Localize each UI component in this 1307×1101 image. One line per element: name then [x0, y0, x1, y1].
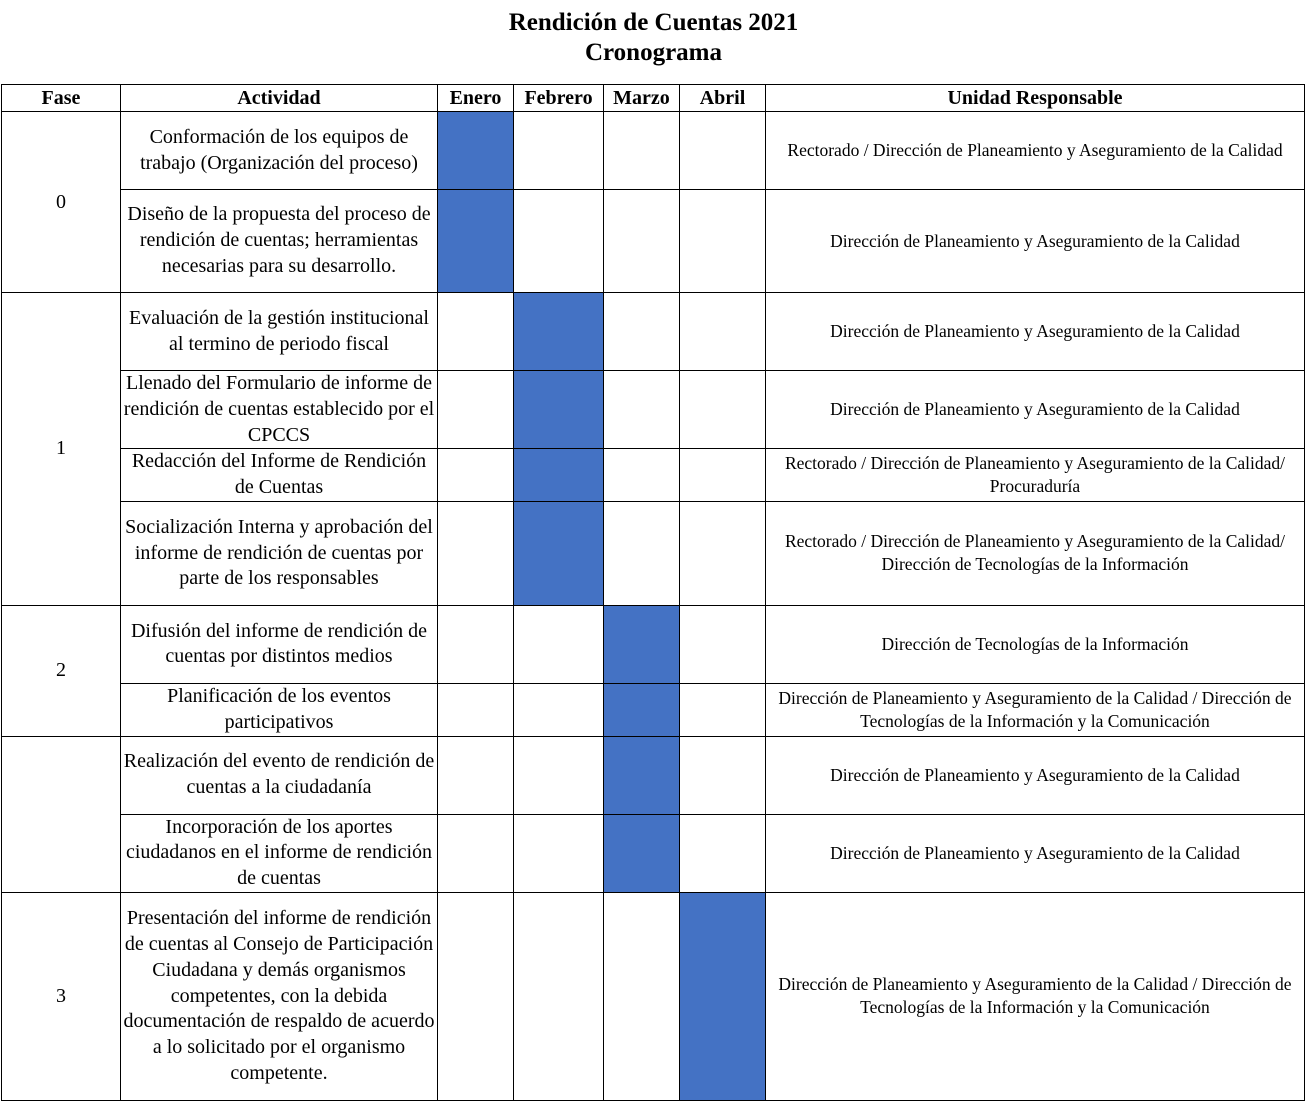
month-cell: [680, 371, 766, 449]
schedule-table: [1, 84, 1305, 1101]
scheduled-month-cell: [514, 293, 604, 371]
month-cell: [514, 814, 604, 892]
table-row: [2, 605, 1305, 683]
table-row: [2, 892, 1305, 1100]
month-cell: [604, 190, 680, 293]
month-cell: [438, 449, 514, 502]
activity-cell: Planificación de los eventos participativos: [121, 683, 438, 736]
table-row: [2, 112, 1305, 190]
activity-cell: Presentación del informe de rendición de cuentas al Consejo de Participación Ciudadana y demás organismos competentes, con la debida documentación de respaldo de acuerdo a lo solicitado por el organismo competente.: [121, 892, 438, 1100]
month-cell: [514, 605, 604, 683]
phase-cell: 3: [2, 892, 121, 1100]
scheduled-month-cell: [438, 190, 514, 293]
month-cell: [680, 190, 766, 293]
scheduled-month-cell: [604, 814, 680, 892]
activity-cell: Realización del evento de rendición de cuentas a la ciudadanía: [121, 736, 438, 814]
table-row: [2, 683, 1305, 736]
unit-cell: Dirección de Planeamiento y Aseguramiento de la Calidad: [766, 190, 1305, 293]
unit-cell: Dirección de Planeamiento y Aseguramiento de la Calidad: [766, 371, 1305, 449]
month-cell: [438, 814, 514, 892]
table-row: [2, 814, 1305, 892]
unit-cell: Dirección de Planeamiento y Aseguramiento de la Calidad: [766, 293, 1305, 371]
table-row: [2, 736, 1305, 814]
month-cell: [680, 449, 766, 502]
scheduled-month-cell: [604, 683, 680, 736]
scheduled-month-cell: [514, 371, 604, 449]
activity-cell: Evaluación de la gestión institucional al termino de periodo fiscal: [121, 293, 438, 371]
table-row: [2, 293, 1305, 371]
unit-cell: Rectorado / Dirección de Planeamiento y Aseguramiento de la Calidad/ Dirección de Tecnologías de la Información: [766, 501, 1305, 605]
header-unidad: Unidad Responsable: [766, 85, 1305, 112]
document-title: Rendición de Cuentas 2021: [508, 9, 799, 36]
table-row: [2, 190, 1305, 293]
month-cell: [438, 371, 514, 449]
month-cell: [604, 892, 680, 1100]
scheduled-month-cell: [604, 605, 680, 683]
table-row: [2, 501, 1305, 605]
header-month-enero: Enero: [438, 85, 514, 112]
month-cell: [438, 501, 514, 605]
month-cell: [514, 683, 604, 736]
unit-cell: Rectorado / Dirección de Planeamiento y Aseguramiento de la Calidad/ Procuraduría: [766, 449, 1305, 502]
month-cell: [604, 293, 680, 371]
phase-cell: 2: [2, 605, 121, 736]
header-month-abril: Abril: [680, 85, 766, 112]
unit-cell: Rectorado / Dirección de Planeamiento y Aseguramiento de la Calidad: [766, 112, 1305, 190]
month-cell: [604, 371, 680, 449]
table-row: [2, 449, 1305, 502]
scheduled-month-cell: [514, 501, 604, 605]
month-cell: [604, 449, 680, 502]
phase-cell: [2, 736, 121, 892]
scheduled-month-cell: [514, 449, 604, 502]
scheduled-month-cell: [604, 736, 680, 814]
activity-cell: Incorporación de los aportes ciudadanos en el informe de rendición de cuentas: [121, 814, 438, 892]
month-cell: [680, 605, 766, 683]
header-month-marzo: Marzo: [604, 85, 680, 112]
month-cell: [438, 683, 514, 736]
table-row: [2, 371, 1305, 449]
activity-cell: Difusión del informe de rendición de cuentas por distintos medios: [121, 605, 438, 683]
month-cell: [604, 501, 680, 605]
activity-cell: Redacción del Informe de Rendición de Cuentas: [121, 449, 438, 502]
unit-cell: Dirección de Planeamiento y Aseguramiento de la Calidad: [766, 736, 1305, 814]
activity-cell: Llenado del Formulario de informe de rendición de cuentas establecido por el CPCCS: [121, 371, 438, 449]
header-actividad: Actividad: [121, 85, 438, 112]
month-cell: [438, 605, 514, 683]
month-cell: [604, 112, 680, 190]
activity-cell: Socialización Interna y aprobación del informe de rendición de cuentas por parte de los responsables: [121, 501, 438, 605]
month-cell: [680, 112, 766, 190]
month-cell: [438, 892, 514, 1100]
scheduled-month-cell: [438, 112, 514, 190]
month-cell: [680, 293, 766, 371]
month-cell: [514, 112, 604, 190]
month-cell: [514, 190, 604, 293]
unit-cell: Dirección de Planeamiento y Aseguramiento de la Calidad / Dirección de Tecnologías de la Información y la Comunicación: [766, 892, 1305, 1100]
unit-cell: Dirección de Planeamiento y Aseguramiento de la Calidad / Dirección de Tecnologías de la Información y la Comunicación: [766, 683, 1305, 736]
header-row: [2, 85, 1305, 112]
month-cell: [514, 736, 604, 814]
activity-cell: Conformación de los equipos de trabajo (Organización del proceso): [121, 112, 438, 190]
phase-cell: 1: [2, 293, 121, 606]
unit-cell: Dirección de Planeamiento y Aseguramiento de la Calidad: [766, 814, 1305, 892]
unit-cell: Dirección de Tecnologías de la Información: [766, 605, 1305, 683]
month-cell: [680, 814, 766, 892]
month-cell: [680, 683, 766, 736]
phase-cell: 0: [2, 112, 121, 293]
scheduled-month-cell: [680, 892, 766, 1100]
activity-cell: Diseño de la propuesta del proceso de rendición de cuentas; herramientas necesarias para su desarrollo.: [121, 190, 438, 293]
month-cell: [680, 501, 766, 605]
document-subtitle: Cronograma: [584, 39, 723, 66]
month-cell: [514, 892, 604, 1100]
month-cell: [680, 736, 766, 814]
month-cell: [438, 293, 514, 371]
header-month-febrero: Febrero: [514, 85, 604, 112]
header-fase: Fase: [2, 85, 121, 112]
month-cell: [438, 736, 514, 814]
